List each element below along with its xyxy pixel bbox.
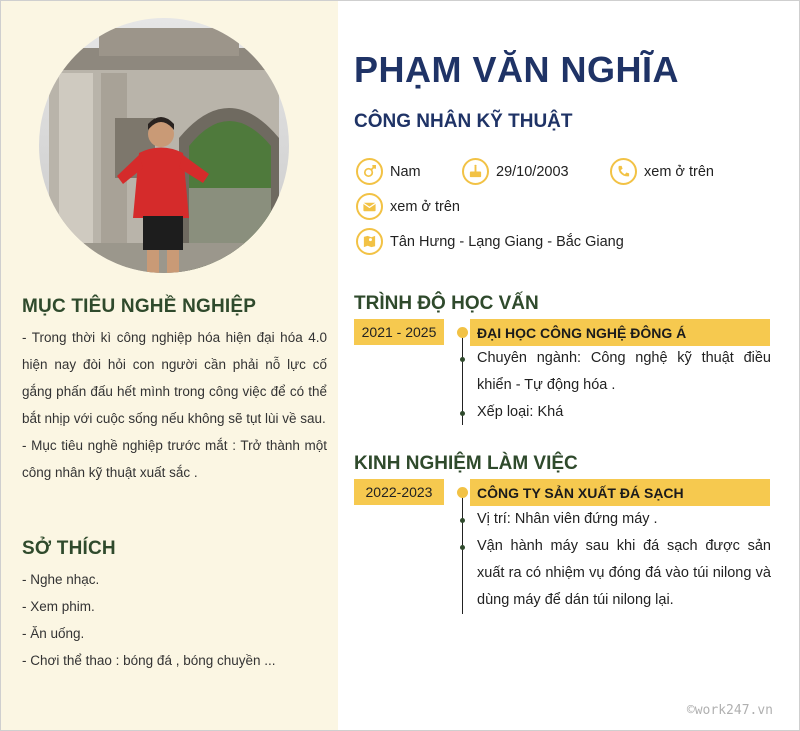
hobby-item: - Chơi thể thao : bóng đá , bóng chuyền ... [22,653,276,668]
watermark: ©work247.vn [686,703,773,718]
experience-detail: Vận hành máy sau khi đá sạch được sản xuất ra có nhiệm vụ đóng đá vào túi nilong và dùng máy để dán túi nilong lại. [477,538,771,608]
gender-icon [356,158,383,185]
experience-timeline [462,492,463,614]
hobby-item: - Ăn uống. [22,626,85,641]
email-value: xem ở trên [390,198,460,215]
profile-photo [39,18,289,273]
phone-info [610,158,714,185]
phone-value: xem ở trên [644,163,714,180]
education-detail: Xếp loại: Khá [477,404,564,420]
hobbies-title: SỞ THÍCH [22,538,116,559]
experience-detail: Vị trí: Nhân viên đứng máy . [477,511,658,527]
gender-value: Nam [390,163,421,180]
birthday-value: 29/10/2003 [496,163,569,180]
timeline-bullet [460,357,465,362]
education-school: ĐẠI HỌC CÔNG NGHỆ ĐÔNG Á [470,319,770,346]
education-period: 2021 - 2025 [354,319,444,345]
experience-title: KINH NGHIỆM LÀM VIỆC [354,453,578,474]
objective-title: MỤC TIÊU NGHỀ NGHIỆP [22,296,257,317]
email-info [356,193,460,220]
timeline-dot [457,327,468,338]
job-title: CÔNG NHÂN KỸ THUẬT [354,111,573,132]
hobby-item: - Xem phim. [22,599,95,614]
full-name: PHẠM VĂN NGHĨA [354,49,680,90]
phone-icon [610,158,637,185]
main-content [338,1,799,730]
birthday-cake-icon [462,158,489,185]
gender-info [356,158,421,185]
timeline-bullet [460,545,465,550]
map-pin-icon [356,228,383,255]
address-value: Tân Hưng - Lạng Giang - Bắc Giang [390,233,624,250]
education-title: TRÌNH ĐỘ HỌC VẤN [354,293,539,314]
email-icon [356,193,383,220]
timeline-bullet [460,411,465,416]
experience-period: 2022-2023 [354,479,444,505]
birthday-info [462,158,569,185]
experience-company: CÔNG TY SẢN XUẤT ĐÁ SẠCH [470,479,770,506]
objective-text [22,324,327,486]
sidebar [1,1,338,730]
timeline-bullet [460,518,465,523]
objective-paragraph: - Trong thời kì công nghiệp hóa hiện đại hóa 4.0 hiện nay đòi hỏi con người cần phải nỗ lực cố gắng phấn đấu hết mình trong công việc để có thể bắt nhịp với cuộc sống nếu không sẽ tụt lùi về sau. [22,330,327,426]
timeline-dot [457,487,468,498]
address-info [356,228,624,255]
hobby-item: - Nghe nhạc. [22,572,100,587]
education-detail: Chuyên ngành: Công nghệ kỹ thuật điều khiển - Tự động hóa . [477,350,771,393]
hobbies-list [22,566,327,674]
objective-paragraph: - Mục tiêu nghề nghiệp trước mắt : Trở thành một công nhân kỹ thuật xuất sắc . [22,438,327,480]
